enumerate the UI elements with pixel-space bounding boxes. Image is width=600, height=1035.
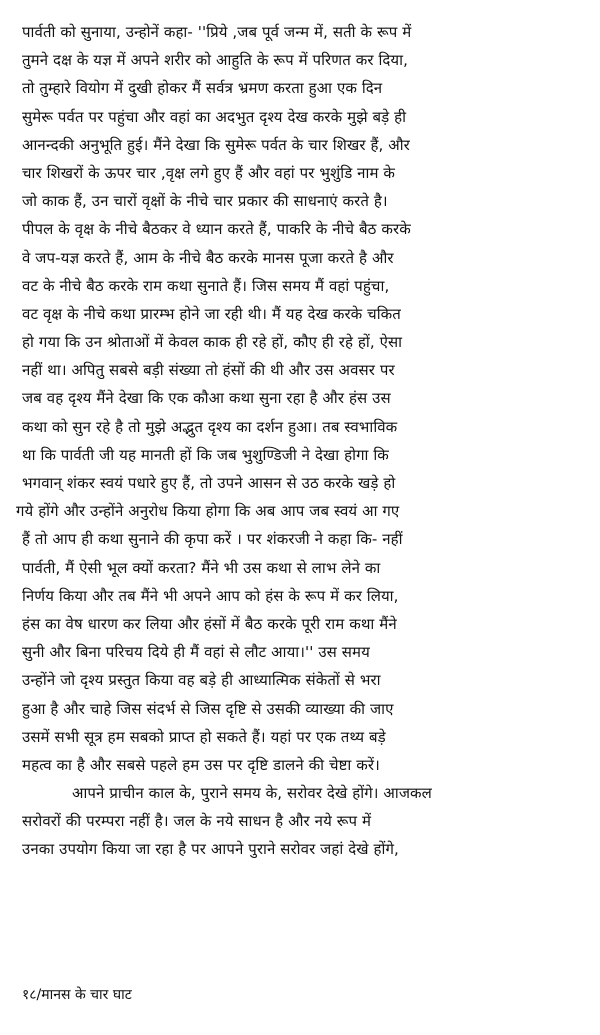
text-line: नहीं था। अपितु सबसे बड़ी संख्या तो हंसों की थी और उस अवसर पर	[22, 361, 395, 380]
text-line: वे जप-यज्ञ करते हैं, आम के नीचे बैठ करके मानस पूजा करते है और	[22, 248, 394, 267]
text-line: आनन्दकी अनुभूति हुई। मैंने देखा कि सुमेरू पर्वत के चार शिखर हैं, और	[22, 135, 410, 154]
text-line: पार्वती को सुनाया, उन्होनें कहा- ''प्रिये ,जब पूर्व जन्म में, सती के रूप में	[22, 23, 412, 41]
text-line: जब वह दृश्य मैंने देखा कि एक कौआ कथा सुना रहा है और हंस उस	[22, 389, 391, 408]
text-line: चार शिखरों के ऊपर चार ,वृक्ष लगे हुए हैं और वहां पर भुशुंडि नाम के	[22, 163, 396, 182]
text-line: सुनी और बिना परिचय दिये ही मैं वहां से लौट आया।'' उस समय	[22, 643, 370, 662]
text-line: महत्व का है और सबसे पहले हम उस पर दृष्टि डालने की चेष्टा करें।	[22, 755, 380, 774]
text-line: हो गया कि उन श्रोताओं में केवल काक ही रहे हों, कौए ही रहे हों, ऐसा	[22, 333, 403, 352]
page-footer: १८/मानस के चार घाट	[22, 987, 132, 1003]
text-line: वट के नीचे बैठ करके राम कथा सुनाते हैं। जिस समय मैं वहां पहुंचा,	[22, 276, 390, 295]
text-line: पार्वती, मैं ऐसी भूल क्यों करता? मैंने भी उस कथा से लाभ लेने का	[22, 558, 381, 577]
text-line: हैं तो आप ही कथा सुनाने की कृपा करें । पर शंकरजी ने कहा कि- नहीं	[22, 530, 403, 549]
text-line: उन्होंने जो दृश्य प्रस्तुत किया वह बड़े ही आध्यात्मिक संकेतों से भरा	[22, 671, 381, 690]
text-line: सरोवरों की परम्परा नहीं है। जल के नये साधन है और नये रूप में	[22, 812, 372, 831]
text-line: तुमने दक्ष के यज्ञ में अपने शरीर को आहुति के रूप में परिणत कर दिया,	[22, 51, 408, 70]
text-line: उसमें सभी सूत्र हम सबको प्राप्त हो सकते हैं। यहां पर एक तथ्य बड़े	[22, 727, 386, 746]
text-line: हुआ है और चाहे जिस संदर्भ से जिस दृष्टि से उसकी व्याख्या की जाए	[22, 699, 394, 718]
text-line: गये होंगे और उन्होंने अनुरोध किया होगा कि अब आप जब स्वयं आ गए	[16, 502, 400, 521]
text-line: जो काक हैं, उन चारों वृक्षों के नीचे चार प्रकार की साधनाएं करते है।	[22, 192, 388, 211]
body-text	[16, 18, 586, 864]
text-line: सुमेरू पर्वत पर पहुंचा और वहां का अदभुत दृश्य देख करके मुझे बड़े ही	[22, 107, 407, 126]
text-line: तो तुम्हारे वियोग में दुखी होकर मैं सर्वत्र भ्रमण करता हुआ एक दिन	[22, 79, 383, 98]
text-line: पीपल के वृक्ष के नीचे बैठकर वे ध्यान करते हैं, पाकरि के नीचे बैठ करके	[22, 220, 411, 239]
text-line: था कि पार्वती जी यह मानती हों कि जब भुशुण्डिजी ने देखा होगा कि	[22, 445, 389, 464]
text-line: निर्णय किया और तब मैंने भी अपने आप को हंस के रूप में कर लिया,	[22, 586, 399, 605]
text-line: उनका उपयोग किया जा रहा है पर आपने पुराने सरोवर जहां देखे होंगे,	[22, 840, 399, 859]
text-line: कथा को सुन रहे है तो मुझे अद्भुत दृश्य का दर्शन हुआ। तब स्वभाविक	[22, 417, 398, 436]
text-line: भगवान् शंकर स्वयं पधारे हुए हैं, तो उपने आसन से उठ करके खड़े हो	[22, 474, 396, 492]
text-line: वट वृक्ष के नीचे कथा प्रारम्भ होने जा रही थी। मैं यह देख करके चकित	[22, 304, 401, 323]
text-line: हंस का वेष धारण कर लिया और हंसों में बैठ करके पूरी राम कथा मैंने	[22, 614, 397, 633]
paragraph-first-line: आपने प्राचीन काल के, पुराने समय के, सरोवर देखे होंगे। आजकल	[72, 784, 432, 803]
